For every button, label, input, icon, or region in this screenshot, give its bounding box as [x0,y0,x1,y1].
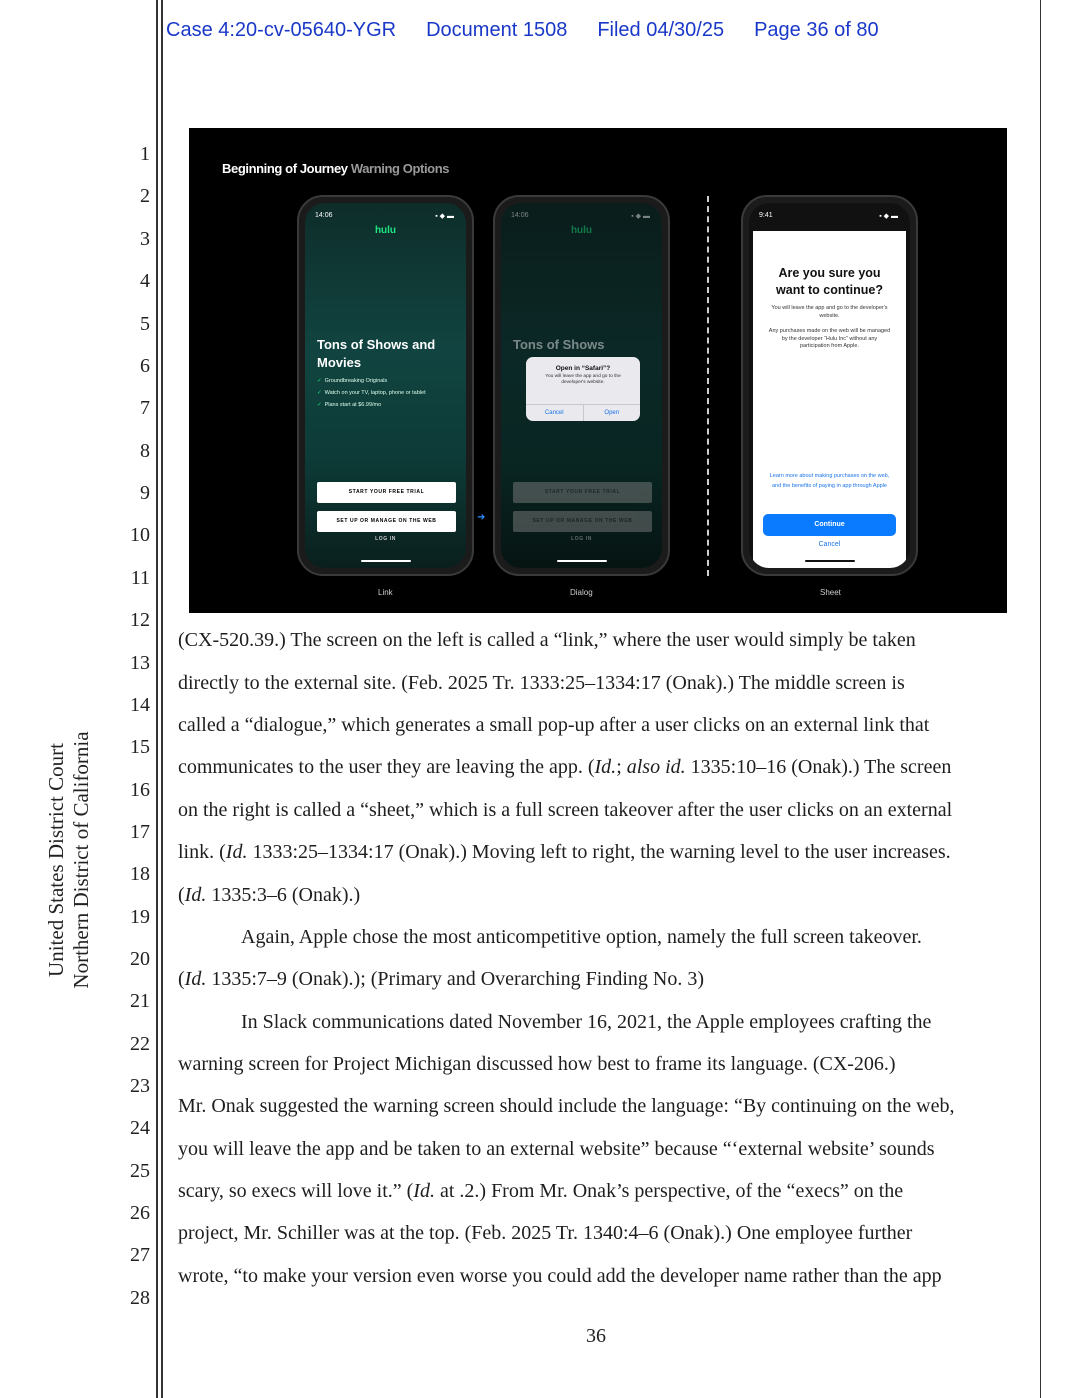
cancel-button[interactable]: Cancel [818,541,841,548]
line-number: 1 [140,143,150,165]
line-number: 23 [130,1075,150,1097]
feature-list [317,375,426,411]
line-number: 6 [140,355,150,377]
body-line: communicates to the user they are leaving the app. (Id.; also id. 1335:10–16 (Onak).) The screen [178,756,952,778]
phone-sheet-screen [749,203,910,568]
line-number: 10 [130,524,150,546]
body-line: (CX-520.39.) The screen on the left is called a “link,” where the user would simply be taken [178,629,916,651]
body-line: wrote, “to make your version even worse you could add the developer name rather than the app [178,1265,942,1287]
body-line: you will leave the app and be taken to an external website” because “‘external website’ sounds [178,1138,935,1160]
line-number: 7 [140,397,150,419]
line-number: 4 [140,270,150,292]
body-line: In Slack communications dated November 16, 2021, the Apple employees crafting the [241,1011,932,1033]
signal-icon: ▪ ◆ ▬ [879,213,898,220]
dashed-divider [707,196,709,576]
body-line: link. (Id. 1333:25–1334:17 (Onak).) Moving left to right, the warning level to the user increases. [178,841,951,863]
hero-headline: Tons of Shows [513,337,605,352]
body-line: on the right is called a “sheet,” which is a full screen takeover after the user clicks on an external [178,799,953,821]
alert-open-button[interactable]: Open [604,410,620,416]
sheet-title: Are you sure you want to continue? [776,266,883,297]
warning-options-figure [189,128,1007,613]
line-number: 3 [140,228,150,250]
manage-on-web-button: SET UP OR MANAGE ON THE WEB [513,511,652,532]
caption-link: Link [378,588,393,597]
right-margin-rule [1040,0,1041,1398]
left-margin-rule-inner [161,0,163,1398]
status-bar [759,212,898,220]
page-of: Page 36 of 80 [754,19,879,41]
signal-icon: ▪ ◆ ▬ [435,213,454,220]
case-number: Case 4:20-cv-05640-YGR [166,19,397,41]
feature-item: ✓ Plans start at $6.99/mo [317,402,382,408]
login-link[interactable]: LOG IN [375,536,396,542]
line-number: 21 [130,990,150,1012]
line-number: 8 [140,440,150,462]
status-time: 14:06 [315,212,333,219]
line-number: 14 [130,694,150,716]
caption-dialog: Dialog [570,588,593,597]
case-header [166,19,879,42]
figure-title-main: Beginning of Journey [222,161,348,176]
phone-dialog-screen [501,203,662,568]
status-time: 14:06 [511,212,529,219]
body-line: called a “dialogue,” which generates a small pop-up after a user clicks on an external link that [178,714,930,736]
body-line: Mr. Onak suggested the warning screen should include the language: “By continuing on the web, [178,1095,955,1117]
line-number: 19 [130,906,150,928]
alert-cancel-button[interactable]: Cancel [526,405,584,421]
phone-link [297,195,474,576]
sheet-body: You will leave the app and go to the developer's website. [771,305,888,319]
court-name: United States District Court [44,743,68,977]
body-line: warning screen for Project Michigan discussed how best to frame its language. (CX-206.) [178,1053,896,1075]
feature-item: ✓ Watch on your TV, laptop, phone or tablet [317,390,426,396]
line-number: 17 [130,821,150,843]
alert-body: You will leave the app and go to the developer's website. [545,374,621,385]
alert-buttons [526,404,640,421]
signal-icon: ▪ ◆ ▬ [631,213,650,220]
line-number: 20 [130,948,150,970]
line-number: 27 [130,1244,150,1266]
court-district: Northern District of California [69,731,93,989]
line-number: 28 [130,1287,150,1309]
body-line: (Id. 1335:7–9 (Onak).); (Primary and Overarching Finding No. 3) [178,968,705,990]
hero-headline: Tons of Shows and Movies [317,337,436,370]
figure-title [222,161,449,176]
open-in-safari-alert [526,357,640,421]
body-line: (Id. 1335:3–6 (Onak).) [178,884,361,906]
sheet-disclaimer: Any purchases made on the web will be managed by the developer “Hulu Inc” without any participation from Apple. [768,328,891,349]
line-number: 22 [130,1033,150,1055]
line-number: 26 [130,1202,150,1224]
alert-title: Open in “Safari”? [555,365,611,372]
body-line: Again, Apple chose the most anticompetitive option, namely the full screen takeover. [241,926,922,948]
body-line: directly to the external site. (Feb. 2025 Tr. 1333:25–1334:17 (Onak).) The middle screen is [178,672,905,694]
warning-sheet [753,231,906,568]
hulu-logo: hulu [374,225,397,236]
figure-title-sub: Warning Options [350,161,450,176]
filed-date: Filed 04/30/25 [597,19,725,41]
arrow-right-icon: ➜ [477,512,486,523]
status-time: 9:41 [759,212,773,219]
line-number: 15 [130,736,150,758]
home-indicator [361,560,411,562]
continue-button[interactable]: Continue [763,514,896,536]
line-number: 25 [130,1160,150,1182]
line-number: 2 [140,185,150,207]
check-icon: ✓ [317,402,322,408]
free-trial-button: START YOUR FREE TRIAL [513,482,652,503]
manage-on-web-button[interactable]: SET UP OR MANAGE ON THE WEB [317,511,456,532]
phone-dialog [493,195,670,576]
check-icon: ✓ [317,378,322,384]
check-icon: ✓ [317,390,322,396]
home-indicator [557,560,607,562]
left-margin-rule [156,0,158,1398]
free-trial-button[interactable]: START YOUR FREE TRIAL [317,482,456,503]
caption-sheet: Sheet [820,588,841,597]
court-caption [44,620,94,1100]
status-bar [511,212,650,220]
body-line: scary, so execs will love it.” (Id. at .2.) From Mr. Onak’s perspective, of the “execs” on the [178,1180,904,1202]
login-link: LOG IN [571,536,592,542]
learn-more-link[interactable]: Learn more about making purchases on the web, and the benefits of paying in app through Apple [769,473,890,489]
feature-item: ✓ Groundbreaking Originals [317,378,388,384]
line-number: 13 [130,652,150,674]
status-bar [315,212,454,220]
document-number: Document 1508 [426,19,568,41]
phone-link-screen [305,203,466,568]
line-number: 9 [140,482,150,504]
line-number: 11 [130,567,150,589]
line-number: 16 [130,779,150,801]
body-line: project, Mr. Schiller was at the top. (Feb. 2025 Tr. 1340:4–6 (Onak).) One employee further [178,1222,913,1244]
line-number: 18 [130,863,150,885]
home-indicator [805,560,855,562]
page-number: 36 [586,1325,606,1347]
line-number: 24 [130,1117,150,1139]
line-number: 5 [140,313,150,335]
hulu-logo: hulu [570,225,593,236]
phone-sheet [741,195,918,576]
line-number: 12 [130,609,150,631]
